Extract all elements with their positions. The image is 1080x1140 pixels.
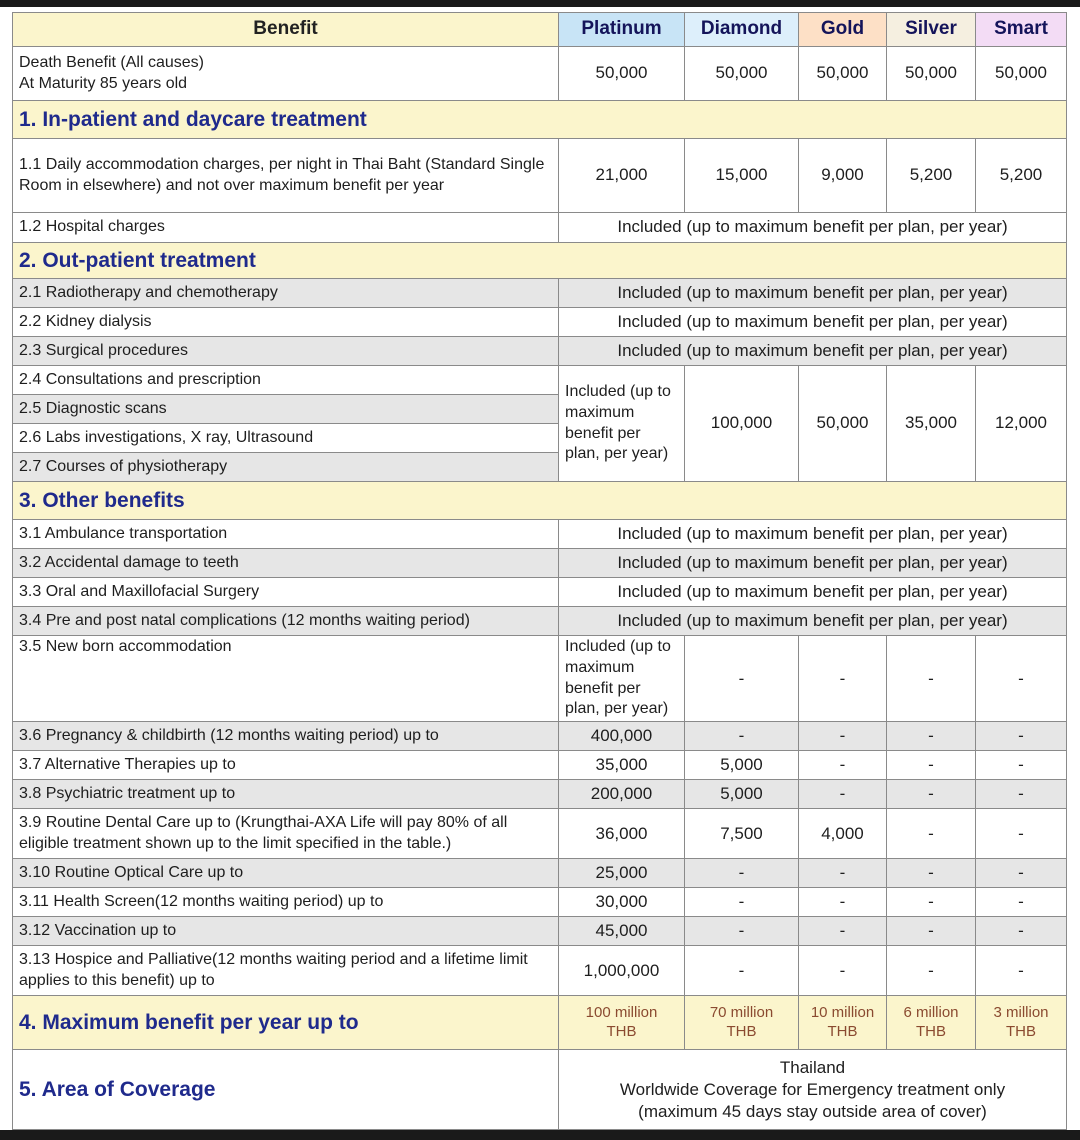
row-3-5-smart: -: [976, 636, 1067, 722]
row-3-3-value: Included (up to maximum benefit per plan, per year): [559, 578, 1067, 607]
outpatient-group-smart: 12,000: [976, 366, 1067, 482]
row-3-11-platinum: 30,000: [559, 888, 685, 917]
row-2-1: [13, 279, 1067, 308]
row-3-9-silver: -: [887, 809, 976, 859]
row-2-2: [13, 308, 1067, 337]
outpatient-group-gold: 50,000: [799, 366, 887, 482]
max-benefit-smart: [976, 996, 1067, 1050]
death-benefit-row: [13, 47, 1067, 101]
row-1-1: [13, 139, 1067, 213]
row-3-1: [13, 520, 1067, 549]
row-3-3: [13, 578, 1067, 607]
area-label: 5. Area of Coverage: [13, 1050, 559, 1130]
row-2-1-value: Included (up to maximum benefit per plan, per year): [559, 279, 1067, 308]
row-3-7-label: 3.7 Alternative Therapies up to: [13, 751, 559, 780]
row-2-6-label: 2.6 Labs investigations, X ray, Ultrasound: [13, 424, 559, 453]
death-smart: 50,000: [976, 47, 1067, 101]
header-gold: Gold: [799, 13, 887, 47]
max-benefit-platinum: [559, 996, 685, 1050]
section-2-row: [13, 243, 1067, 279]
row-3-5: [13, 636, 1067, 722]
row-3-12-smart: -: [976, 917, 1067, 946]
max-gold-unit: THB: [827, 1022, 858, 1040]
row-3-4-label: 3.4 Pre and post natal complications (12 months waiting period): [13, 607, 559, 636]
row-3-6: [13, 722, 1067, 751]
max-benefit-row: [13, 996, 1067, 1050]
row-3-13-smart: -: [976, 946, 1067, 996]
max-silver-amount: 6 million: [903, 1003, 959, 1021]
row-2-5-label: 2.5 Diagnostic scans: [13, 395, 559, 424]
row-3-12-diamond: -: [685, 917, 799, 946]
row-3-8-label: 3.8 Psychiatric treatment up to: [13, 780, 559, 809]
row-1-2: [13, 213, 1067, 243]
row-3-11: [13, 888, 1067, 917]
row-3-9-label: 3.9 Routine Dental Care up to (Krungthai-AXA Life will pay 80% of all eligible treatment shown up to the limit specified in the table.): [13, 809, 559, 859]
row-2-4-label: 2.4 Consultations and prescription: [13, 366, 559, 395]
row-3-13-diamond: -: [685, 946, 799, 996]
row-3-8: [13, 780, 1067, 809]
bottom-edge-bar: [0, 1130, 1080, 1140]
row-3-6-diamond: -: [685, 722, 799, 751]
row-3-10-diamond: -: [685, 859, 799, 888]
row-2-3: [13, 337, 1067, 366]
row-3-8-silver: -: [887, 780, 976, 809]
row-3-12-platinum: 45,000: [559, 917, 685, 946]
row-3-6-platinum: 400,000: [559, 722, 685, 751]
section-1-row: [13, 101, 1067, 139]
row-1-1-silver: 5,200: [887, 139, 976, 213]
row-1-1-label: 1.1 Daily accommodation charges, per night in Thai Baht (Standard Single Room in elsewhere) and not over maximum benefit per year: [13, 139, 559, 213]
row-2-7-label: 2.7 Courses of physiotherapy: [13, 453, 559, 482]
max-benefit-gold: [799, 996, 887, 1050]
row-2-4: [13, 366, 1067, 395]
row-3-6-smart: -: [976, 722, 1067, 751]
row-2-2-value: Included (up to maximum benefit per plan, per year): [559, 308, 1067, 337]
row-3-10-silver: -: [887, 859, 976, 888]
row-3-11-silver: -: [887, 888, 976, 917]
area-row: [13, 1050, 1067, 1130]
death-gold: 50,000: [799, 47, 887, 101]
row-3-9-diamond: 7,500: [685, 809, 799, 859]
row-3-10-label: 3.10 Routine Optical Care up to: [13, 859, 559, 888]
row-3-13-label: 3.13 Hospice and Palliative(12 months waiting period and a lifetime limit applies to this benefit) up to: [13, 946, 559, 996]
row-1-2-value: Included (up to maximum benefit per plan, per year): [559, 213, 1067, 243]
row-3-11-smart: -: [976, 888, 1067, 917]
row-3-10-smart: -: [976, 859, 1067, 888]
row-3-9-platinum: 36,000: [559, 809, 685, 859]
row-3-8-diamond: 5,000: [685, 780, 799, 809]
row-3-9: [13, 809, 1067, 859]
row-3-12-gold: -: [799, 917, 887, 946]
row-3-11-label: 3.11 Health Screen(12 months waiting period) up to: [13, 888, 559, 917]
max-benefit-label: 4. Maximum benefit per year up to: [13, 996, 559, 1050]
row-3-3-label: 3.3 Oral and Maxillofacial Surgery: [13, 578, 559, 607]
row-3-2-label: 3.2 Accidental damage to teeth: [13, 549, 559, 578]
header-smart: Smart: [976, 13, 1067, 47]
area-value: [559, 1050, 1067, 1130]
row-1-1-diamond: 15,000: [685, 139, 799, 213]
row-3-7-silver: -: [887, 751, 976, 780]
row-3-10-gold: -: [799, 859, 887, 888]
row-3-11-gold: -: [799, 888, 887, 917]
benefits-table: [12, 12, 1067, 1130]
row-3-7-diamond: 5,000: [685, 751, 799, 780]
row-3-6-gold: -: [799, 722, 887, 751]
death-diamond: 50,000: [685, 47, 799, 101]
outpatient-group-platinum: Included (up to maximum benefit per plan, per year): [559, 366, 685, 482]
row-3-5-gold: -: [799, 636, 887, 722]
row-3-13-gold: -: [799, 946, 887, 996]
row-2-2-label: 2.2 Kidney dialysis: [13, 308, 559, 337]
row-3-13-platinum: 1,000,000: [559, 946, 685, 996]
row-3-5-label: 3.5 New born accommodation: [13, 636, 559, 722]
row-2-3-value: Included (up to maximum benefit per plan, per year): [559, 337, 1067, 366]
row-3-7: [13, 751, 1067, 780]
area-line2: Worldwide Coverage for Emergency treatment only: [619, 1079, 1006, 1099]
outpatient-group-diamond: 100,000: [685, 366, 799, 482]
row-3-12: [13, 917, 1067, 946]
max-smart-amount: 3 million: [993, 1003, 1049, 1021]
row-3-8-gold: -: [799, 780, 887, 809]
row-3-5-platinum: Included (up to maximum benefit per plan, per year): [559, 636, 685, 722]
row-3-9-smart: -: [976, 809, 1067, 859]
row-3-5-diamond: -: [685, 636, 799, 722]
max-benefit-diamond: [685, 996, 799, 1050]
row-2-1-label: 2.1 Radiotherapy and chemotherapy: [13, 279, 559, 308]
header-silver: Silver: [887, 13, 976, 47]
top-edge-bar: [0, 0, 1080, 7]
death-benefit-label: [13, 47, 559, 101]
area-line1: Thailand: [779, 1057, 846, 1077]
row-3-4-value: Included (up to maximum benefit per plan, per year): [559, 607, 1067, 636]
row-3-7-platinum: 35,000: [559, 751, 685, 780]
max-diamond-amount: 70 million: [709, 1003, 774, 1021]
row-3-13-silver: -: [887, 946, 976, 996]
row-1-1-gold: 9,000: [799, 139, 887, 213]
row-3-9-gold: 4,000: [799, 809, 887, 859]
row-1-1-platinum: 21,000: [559, 139, 685, 213]
row-3-12-label: 3.12 Vaccination up to: [13, 917, 559, 946]
section-3-title: 3. Other benefits: [13, 482, 1067, 520]
section-3-row: [13, 482, 1067, 520]
row-3-8-smart: -: [976, 780, 1067, 809]
death-benefit-line2: At Maturity 85 years old: [19, 74, 188, 92]
header-benefit: Benefit: [13, 13, 559, 47]
row-1-1-smart: 5,200: [976, 139, 1067, 213]
max-platinum-amount: 100 million: [585, 1003, 658, 1021]
row-3-2-value: Included (up to maximum benefit per plan, per year): [559, 549, 1067, 578]
header-diamond: Diamond: [685, 13, 799, 47]
row-3-6-silver: -: [887, 722, 976, 751]
row-3-11-diamond: -: [685, 888, 799, 917]
row-3-6-label: 3.6 Pregnancy & childbirth (12 months waiting period) up to: [13, 722, 559, 751]
row-3-7-smart: -: [976, 751, 1067, 780]
row-3-7-gold: -: [799, 751, 887, 780]
header-platinum: Platinum: [559, 13, 685, 47]
max-benefit-silver: [887, 996, 976, 1050]
death-silver: 50,000: [887, 47, 976, 101]
row-3-12-silver: -: [887, 917, 976, 946]
max-diamond-unit: THB: [726, 1022, 757, 1040]
row-3-4: [13, 607, 1067, 636]
max-smart-unit: THB: [1006, 1022, 1036, 1040]
max-gold-amount: 10 million: [810, 1003, 875, 1021]
row-1-2-label: 1.2 Hospital charges: [13, 213, 559, 243]
row-3-13: [13, 946, 1067, 996]
area-line3: (maximum 45 days stay outside area of cover): [638, 1101, 987, 1121]
max-platinum-unit: THB: [606, 1022, 637, 1040]
section-1-title: 1. In-patient and daycare treatment: [13, 101, 1067, 139]
row-3-1-label: 3.1 Ambulance transportation: [13, 520, 559, 549]
row-2-3-label: 2.3 Surgical procedures: [13, 337, 559, 366]
row-3-2: [13, 549, 1067, 578]
death-platinum: 50,000: [559, 47, 685, 101]
row-3-8-platinum: 200,000: [559, 780, 685, 809]
section-2-title: 2. Out-patient treatment: [13, 243, 1067, 279]
row-3-5-silver: -: [887, 636, 976, 722]
death-benefit-line1: Death Benefit (All causes): [19, 53, 204, 71]
header-row: [13, 13, 1067, 47]
row-3-10: [13, 859, 1067, 888]
outpatient-group-silver: 35,000: [887, 366, 976, 482]
row-3-1-value: Included (up to maximum benefit per plan, per year): [559, 520, 1067, 549]
max-silver-unit: THB: [916, 1022, 946, 1040]
row-3-10-platinum: 25,000: [559, 859, 685, 888]
